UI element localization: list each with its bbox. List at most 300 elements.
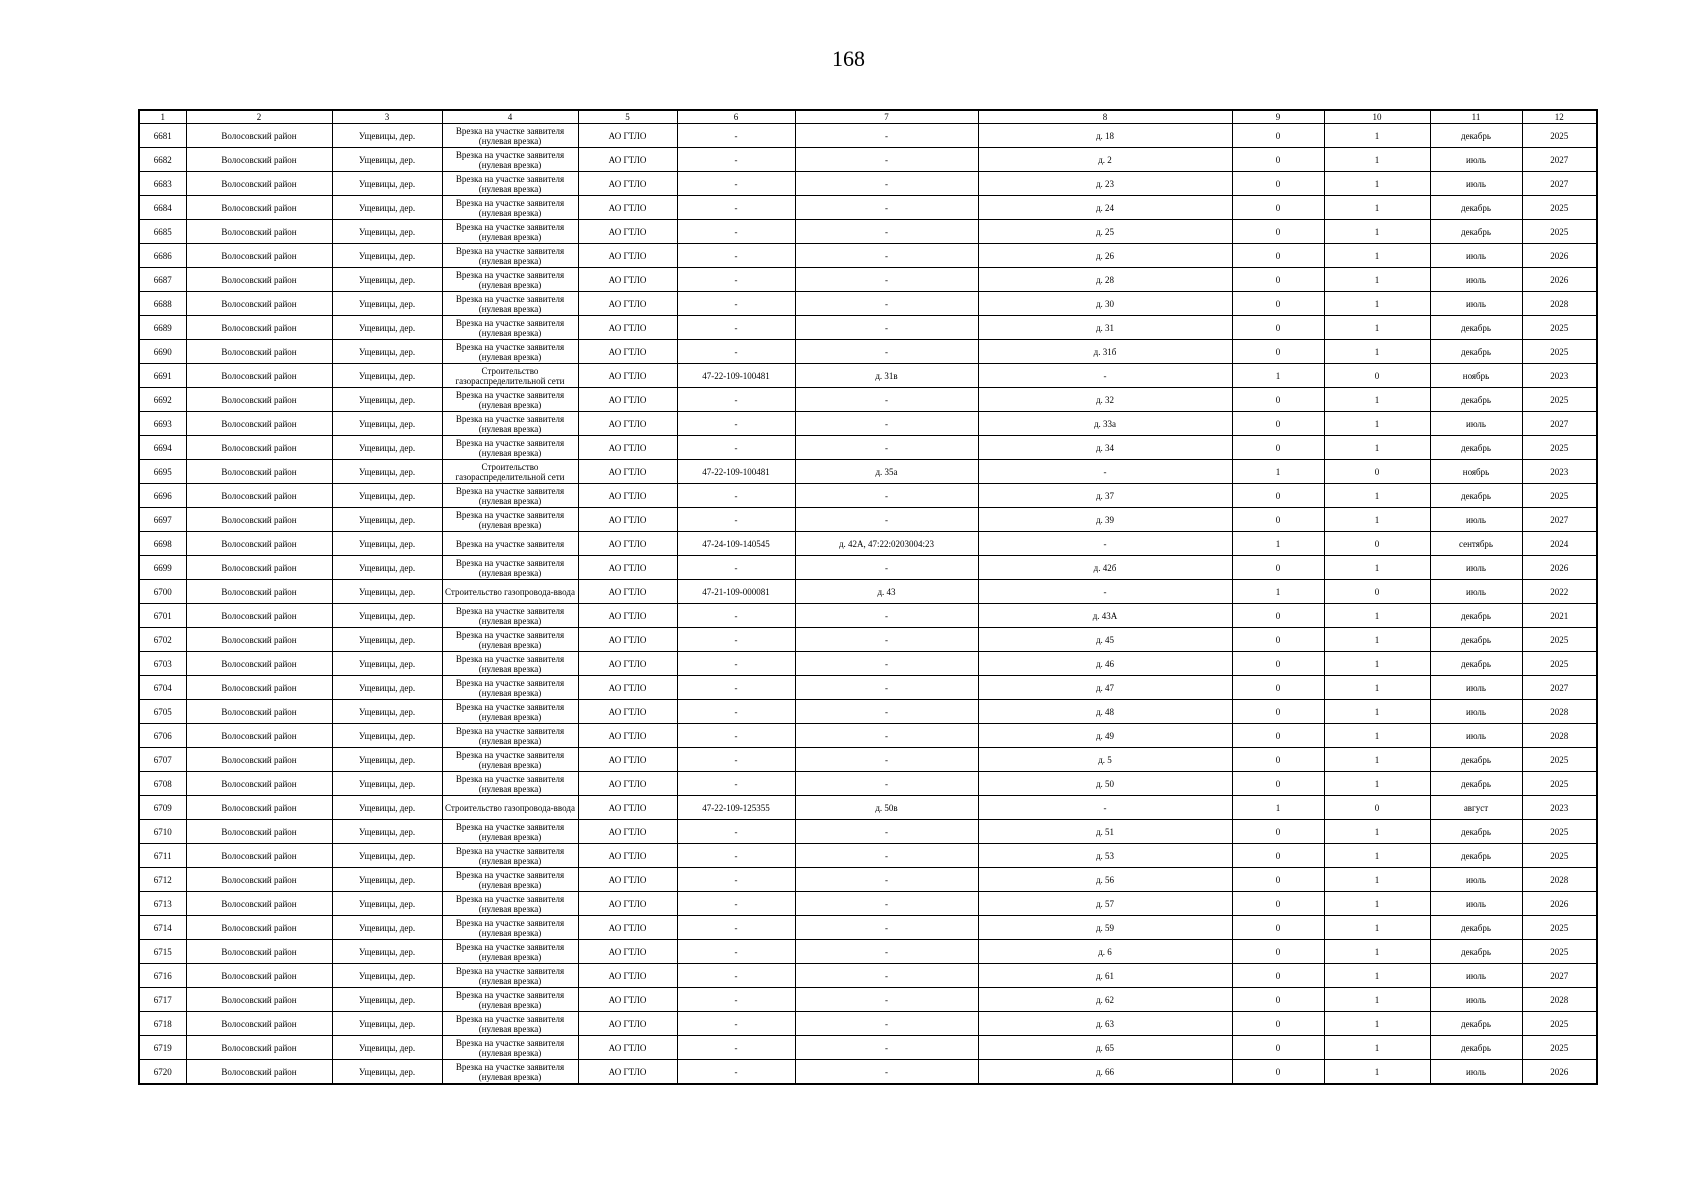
cell-settlement: Ущевицы, дер. — [332, 724, 442, 748]
cell-year: 2026 — [1522, 1060, 1597, 1085]
cell-count-b: 1 — [1324, 220, 1430, 244]
cell-row-number: 6705 — [139, 700, 186, 724]
cell-permit-number: - — [677, 556, 795, 580]
cell-month: декабрь — [1430, 772, 1522, 796]
cell-organization: АО ГТЛО — [578, 268, 677, 292]
cell-count-a: 0 — [1232, 916, 1324, 940]
cell-object-address: д. 43 — [795, 580, 978, 604]
cell-month: декабрь — [1430, 916, 1522, 940]
cell-settlement: Ущевицы, дер. — [332, 796, 442, 820]
cell-row-number: 6691 — [139, 364, 186, 388]
cell-organization: АО ГТЛО — [578, 412, 677, 436]
cell-work-type: Врезка на участке заявителя (нулевая врезка) — [442, 436, 578, 460]
cell-settlement: Ущевицы, дер. — [332, 412, 442, 436]
cell-work-type: Врезка на участке заявителя (нулевая врезка) — [442, 820, 578, 844]
cell-settlement: Ущевицы, дер. — [332, 460, 442, 484]
cell-object-address: - — [795, 436, 978, 460]
table-row — [139, 796, 1597, 820]
table-row — [139, 172, 1597, 196]
cell-settlement: Ущевицы, дер. — [332, 148, 442, 172]
cell-year: 2028 — [1522, 868, 1597, 892]
table-row — [139, 388, 1597, 412]
cell-settlement: Ущевицы, дер. — [332, 484, 442, 508]
table-row — [139, 460, 1597, 484]
cell-count-b: 1 — [1324, 916, 1430, 940]
column-header-5: 5 — [578, 110, 677, 124]
cell-settlement: Ущевицы, дер. — [332, 916, 442, 940]
cell-work-type: Врезка на участке заявителя (нулевая врезка) — [442, 916, 578, 940]
cell-permit-number: - — [677, 340, 795, 364]
cell-row-number: 6685 — [139, 220, 186, 244]
cell-year: 2025 — [1522, 340, 1597, 364]
cell-work-type: Врезка на участке заявителя (нулевая врезка) — [442, 1036, 578, 1060]
cell-permit-number: 47-22-109-100481 — [677, 364, 795, 388]
cell-work-type: Врезка на участке заявителя (нулевая врезка) — [442, 196, 578, 220]
cell-organization: АО ГТЛО — [578, 340, 677, 364]
column-header-8: 8 — [978, 110, 1232, 124]
cell-count-a: 0 — [1232, 316, 1324, 340]
cell-district: Волосовский район — [186, 484, 332, 508]
cell-settlement: Ущевицы, дер. — [332, 580, 442, 604]
cell-permit-number: - — [677, 316, 795, 340]
cell-count-b: 1 — [1324, 484, 1430, 508]
cell-district: Волосовский район — [186, 268, 332, 292]
cell-object-address: д. 42А, 47:22:0203004:23 — [795, 532, 978, 556]
cell-permit-number: - — [677, 988, 795, 1012]
cell-organization: АО ГТЛО — [578, 916, 677, 940]
cell-work-type: Врезка на участке заявителя (нулевая врезка) — [442, 316, 578, 340]
cell-row-number: 6697 — [139, 508, 186, 532]
cell-settlement: Ущевицы, дер. — [332, 388, 442, 412]
cell-house-number: д. 31 — [978, 316, 1232, 340]
cell-settlement: Ущевицы, дер. — [332, 1060, 442, 1085]
cell-object-address: - — [795, 1012, 978, 1036]
cell-row-number: 6698 — [139, 532, 186, 556]
cell-district: Волосовский район — [186, 148, 332, 172]
cell-house-number: д. 5 — [978, 748, 1232, 772]
cell-count-a: 0 — [1232, 676, 1324, 700]
cell-work-type: Строительство газораспределительной сети — [442, 364, 578, 388]
cell-count-a: 0 — [1232, 868, 1324, 892]
cell-permit-number: - — [677, 868, 795, 892]
cell-organization: АО ГТЛО — [578, 532, 677, 556]
cell-permit-number: 47-24-109-140545 — [677, 532, 795, 556]
cell-house-number: д. 37 — [978, 484, 1232, 508]
cell-organization: АО ГТЛО — [578, 436, 677, 460]
cell-month: декабрь — [1430, 1036, 1522, 1060]
cell-count-b: 1 — [1324, 844, 1430, 868]
table-row — [139, 340, 1597, 364]
cell-month: декабрь — [1430, 844, 1522, 868]
cell-house-number: д. 24 — [978, 196, 1232, 220]
cell-month: декабрь — [1430, 484, 1522, 508]
cell-settlement: Ущевицы, дер. — [332, 292, 442, 316]
cell-year: 2025 — [1522, 844, 1597, 868]
cell-settlement: Ущевицы, дер. — [332, 364, 442, 388]
cell-permit-number: - — [677, 916, 795, 940]
cell-house-number: д. 28 — [978, 268, 1232, 292]
cell-row-number: 6686 — [139, 244, 186, 268]
column-header-10: 10 — [1324, 110, 1430, 124]
cell-district: Волосовский район — [186, 508, 332, 532]
cell-house-number: д. 66 — [978, 1060, 1232, 1085]
cell-district: Волосовский район — [186, 316, 332, 340]
cell-row-number: 6703 — [139, 652, 186, 676]
cell-permit-number: - — [677, 508, 795, 532]
cell-object-address: - — [795, 484, 978, 508]
cell-row-number: 6692 — [139, 388, 186, 412]
cell-work-type: Врезка на участке заявителя (нулевая врезка) — [442, 124, 578, 148]
cell-count-a: 0 — [1232, 172, 1324, 196]
cell-count-a: 0 — [1232, 1060, 1324, 1085]
table-row — [139, 556, 1597, 580]
cell-row-number: 6693 — [139, 412, 186, 436]
cell-row-number: 6688 — [139, 292, 186, 316]
cell-count-b: 1 — [1324, 340, 1430, 364]
table-row — [139, 268, 1597, 292]
column-header-7: 7 — [795, 110, 978, 124]
cell-district: Волосовский район — [186, 556, 332, 580]
cell-organization: АО ГТЛО — [578, 388, 677, 412]
cell-organization: АО ГТЛО — [578, 700, 677, 724]
cell-settlement: Ущевицы, дер. — [332, 220, 442, 244]
cell-organization: АО ГТЛО — [578, 868, 677, 892]
cell-work-type: Врезка на участке заявителя (нулевая врезка) — [442, 172, 578, 196]
cell-object-address: - — [795, 916, 978, 940]
cell-object-address: - — [795, 652, 978, 676]
cell-work-type: Врезка на участке заявителя (нулевая врезка) — [442, 868, 578, 892]
cell-district: Волосовский район — [186, 196, 332, 220]
cell-work-type: Врезка на участке заявителя (нулевая врезка) — [442, 892, 578, 916]
cell-count-b: 1 — [1324, 724, 1430, 748]
cell-permit-number: - — [677, 772, 795, 796]
cell-row-number: 6683 — [139, 172, 186, 196]
cell-settlement: Ущевицы, дер. — [332, 268, 442, 292]
cell-month: декабрь — [1430, 124, 1522, 148]
cell-year: 2027 — [1522, 148, 1597, 172]
cell-year: 2025 — [1522, 748, 1597, 772]
cell-year: 2023 — [1522, 460, 1597, 484]
cell-house-number: - — [978, 460, 1232, 484]
cell-house-number: д. 43А — [978, 604, 1232, 628]
cell-work-type: Врезка на участке заявителя (нулевая врезка) — [442, 1012, 578, 1036]
cell-settlement: Ущевицы, дер. — [332, 508, 442, 532]
table-row — [139, 844, 1597, 868]
cell-district: Волосовский район — [186, 988, 332, 1012]
cell-count-b: 1 — [1324, 412, 1430, 436]
cell-count-b: 1 — [1324, 1060, 1430, 1085]
cell-house-number: д. 53 — [978, 844, 1232, 868]
cell-row-number: 6707 — [139, 748, 186, 772]
cell-organization: АО ГТЛО — [578, 604, 677, 628]
cell-month: июль — [1430, 868, 1522, 892]
cell-permit-number: - — [677, 172, 795, 196]
cell-count-b: 1 — [1324, 988, 1430, 1012]
cell-count-a: 0 — [1232, 556, 1324, 580]
cell-settlement: Ущевицы, дер. — [332, 604, 442, 628]
cell-year: 2025 — [1522, 940, 1597, 964]
cell-house-number: - — [978, 532, 1232, 556]
cell-count-a: 1 — [1232, 364, 1324, 388]
cell-work-type: Врезка на участке заявителя (нулевая врезка) — [442, 340, 578, 364]
table-row — [139, 628, 1597, 652]
cell-month: декабрь — [1430, 652, 1522, 676]
cell-district: Волосовский район — [186, 724, 332, 748]
cell-object-address: - — [795, 748, 978, 772]
cell-month: июль — [1430, 268, 1522, 292]
cell-work-type: Врезка на участке заявителя (нулевая врезка) — [442, 988, 578, 1012]
cell-year: 2025 — [1522, 628, 1597, 652]
cell-month: декабрь — [1430, 748, 1522, 772]
cell-organization: АО ГТЛО — [578, 820, 677, 844]
cell-object-address: - — [795, 964, 978, 988]
cell-year: 2021 — [1522, 604, 1597, 628]
cell-count-a: 0 — [1232, 244, 1324, 268]
cell-count-a: 0 — [1232, 1012, 1324, 1036]
cell-settlement: Ущевицы, дер. — [332, 988, 442, 1012]
cell-month: июль — [1430, 892, 1522, 916]
cell-work-type: Врезка на участке заявителя — [442, 532, 578, 556]
cell-organization: АО ГТЛО — [578, 748, 677, 772]
cell-permit-number: - — [677, 412, 795, 436]
cell-object-address: - — [795, 1036, 978, 1060]
cell-settlement: Ущевицы, дер. — [332, 628, 442, 652]
cell-count-a: 0 — [1232, 508, 1324, 532]
cell-object-address: - — [795, 340, 978, 364]
cell-organization: АО ГТЛО — [578, 844, 677, 868]
cell-count-b: 0 — [1324, 364, 1430, 388]
cell-work-type: Врезка на участке заявителя (нулевая врезка) — [442, 220, 578, 244]
cell-count-b: 1 — [1324, 388, 1430, 412]
table-row — [139, 1012, 1597, 1036]
cell-work-type: Врезка на участке заявителя (нулевая врезка) — [442, 964, 578, 988]
cell-work-type: Врезка на участке заявителя (нулевая врезка) — [442, 628, 578, 652]
cell-month: июль — [1430, 964, 1522, 988]
cell-permit-number: - — [677, 748, 795, 772]
cell-row-number: 6715 — [139, 940, 186, 964]
cell-month: июль — [1430, 700, 1522, 724]
cell-settlement: Ущевицы, дер. — [332, 196, 442, 220]
cell-month: июль — [1430, 676, 1522, 700]
cell-organization: АО ГТЛО — [578, 364, 677, 388]
cell-district: Волосовский район — [186, 964, 332, 988]
table-row — [139, 940, 1597, 964]
cell-year: 2025 — [1522, 1036, 1597, 1060]
cell-object-address: - — [795, 1060, 978, 1085]
cell-year: 2022 — [1522, 580, 1597, 604]
cell-district: Волосовский район — [186, 772, 332, 796]
cell-settlement: Ущевицы, дер. — [332, 676, 442, 700]
cell-month: июль — [1430, 172, 1522, 196]
table-row — [139, 220, 1597, 244]
cell-work-type: Врезка на участке заявителя (нулевая врезка) — [442, 772, 578, 796]
cell-count-a: 0 — [1232, 148, 1324, 172]
column-header-6: 6 — [677, 110, 795, 124]
cell-count-a: 0 — [1232, 844, 1324, 868]
cell-object-address: - — [795, 148, 978, 172]
cell-work-type: Врезка на участке заявителя (нулевая врезка) — [442, 676, 578, 700]
cell-organization: АО ГТЛО — [578, 580, 677, 604]
cell-district: Волосовский район — [186, 580, 332, 604]
cell-count-b: 1 — [1324, 940, 1430, 964]
cell-permit-number: - — [677, 820, 795, 844]
table-row — [139, 508, 1597, 532]
cell-month: июль — [1430, 988, 1522, 1012]
cell-month: июль — [1430, 580, 1522, 604]
cell-count-a: 0 — [1232, 268, 1324, 292]
cell-settlement: Ущевицы, дер. — [332, 436, 442, 460]
cell-settlement: Ущевицы, дер. — [332, 748, 442, 772]
cell-year: 2025 — [1522, 772, 1597, 796]
cell-permit-number: - — [677, 1012, 795, 1036]
cell-organization: АО ГТЛО — [578, 556, 677, 580]
cell-row-number: 6704 — [139, 676, 186, 700]
cell-year: 2023 — [1522, 796, 1597, 820]
cell-count-a: 1 — [1232, 460, 1324, 484]
cell-row-number: 6716 — [139, 964, 186, 988]
cell-district: Волосовский район — [186, 1036, 332, 1060]
cell-settlement: Ущевицы, дер. — [332, 820, 442, 844]
cell-organization: АО ГТЛО — [578, 652, 677, 676]
cell-permit-number: - — [677, 604, 795, 628]
cell-month: июль — [1430, 724, 1522, 748]
cell-object-address: - — [795, 604, 978, 628]
cell-permit-number: - — [677, 700, 795, 724]
cell-organization: АО ГТЛО — [578, 772, 677, 796]
column-header-2: 2 — [186, 110, 332, 124]
cell-count-a: 0 — [1232, 292, 1324, 316]
cell-year: 2026 — [1522, 244, 1597, 268]
cell-permit-number: - — [677, 892, 795, 916]
page-number: 168 — [832, 46, 865, 71]
cell-row-number: 6709 — [139, 796, 186, 820]
cell-count-a: 0 — [1232, 604, 1324, 628]
cell-count-b: 1 — [1324, 748, 1430, 772]
cell-district: Волосовский район — [186, 412, 332, 436]
cell-permit-number: - — [677, 124, 795, 148]
cell-month: декабрь — [1430, 220, 1522, 244]
cell-permit-number: - — [677, 676, 795, 700]
cell-month: июль — [1430, 412, 1522, 436]
cell-object-address: - — [795, 124, 978, 148]
cell-row-number: 6706 — [139, 724, 186, 748]
cell-row-number: 6689 — [139, 316, 186, 340]
cell-work-type: Строительство газораспределительной сети — [442, 460, 578, 484]
cell-settlement: Ущевицы, дер. — [332, 964, 442, 988]
cell-work-type: Врезка на участке заявителя (нулевая врезка) — [442, 604, 578, 628]
cell-count-b: 1 — [1324, 172, 1430, 196]
cell-house-number: д. 30 — [978, 292, 1232, 316]
cell-permit-number: 47-21-109-000081 — [677, 580, 795, 604]
cell-house-number: д. 63 — [978, 1012, 1232, 1036]
cell-year: 2025 — [1522, 196, 1597, 220]
cell-count-b: 1 — [1324, 868, 1430, 892]
table-row — [139, 772, 1597, 796]
cell-district: Волосовский район — [186, 1060, 332, 1085]
cell-district: Волосовский район — [186, 220, 332, 244]
cell-month: июль — [1430, 508, 1522, 532]
cell-district: Волосовский район — [186, 796, 332, 820]
cell-organization: АО ГТЛО — [578, 724, 677, 748]
cell-settlement: Ущевицы, дер. — [332, 892, 442, 916]
cell-house-number: д. 59 — [978, 916, 1232, 940]
cell-row-number: 6681 — [139, 124, 186, 148]
cell-count-b: 1 — [1324, 148, 1430, 172]
table-row — [139, 148, 1597, 172]
cell-count-a: 0 — [1232, 1036, 1324, 1060]
cell-organization: АО ГТЛО — [578, 1036, 677, 1060]
cell-month: декабрь — [1430, 820, 1522, 844]
cell-house-number: д. 39 — [978, 508, 1232, 532]
cell-district: Волосовский район — [186, 820, 332, 844]
cell-month: декабрь — [1430, 940, 1522, 964]
cell-year: 2028 — [1522, 700, 1597, 724]
cell-house-number: д. 57 — [978, 892, 1232, 916]
cell-month: август — [1430, 796, 1522, 820]
cell-organization: АО ГТЛО — [578, 628, 677, 652]
cell-row-number: 6719 — [139, 1036, 186, 1060]
table-row — [139, 1036, 1597, 1060]
column-header-1: 1 — [139, 110, 186, 124]
table-row — [139, 916, 1597, 940]
column-header-4: 4 — [442, 110, 578, 124]
cell-row-number: 6713 — [139, 892, 186, 916]
cell-district: Волосовский район — [186, 436, 332, 460]
cell-object-address: - — [795, 820, 978, 844]
cell-house-number: - — [978, 580, 1232, 604]
cell-house-number: д. 6 — [978, 940, 1232, 964]
table-header — [139, 110, 1597, 124]
cell-count-b: 1 — [1324, 676, 1430, 700]
cell-permit-number: - — [677, 436, 795, 460]
cell-work-type: Врезка на участке заявителя (нулевая врезка) — [442, 748, 578, 772]
cell-count-a: 0 — [1232, 964, 1324, 988]
cell-row-number: 6684 — [139, 196, 186, 220]
column-header-3: 3 — [332, 110, 442, 124]
cell-object-address: - — [795, 628, 978, 652]
table-row — [139, 292, 1597, 316]
cell-count-a: 0 — [1232, 748, 1324, 772]
cell-month: декабрь — [1430, 628, 1522, 652]
cell-settlement: Ущевицы, дер. — [332, 340, 442, 364]
cell-object-address: - — [795, 196, 978, 220]
cell-house-number: д. 2 — [978, 148, 1232, 172]
cell-count-a: 0 — [1232, 124, 1324, 148]
table-body — [139, 124, 1597, 1085]
cell-object-address: - — [795, 268, 978, 292]
cell-count-b: 1 — [1324, 436, 1430, 460]
cell-row-number: 6690 — [139, 340, 186, 364]
cell-district: Волосовский район — [186, 460, 332, 484]
cell-house-number: д. 42б — [978, 556, 1232, 580]
cell-house-number: д. 23 — [978, 172, 1232, 196]
cell-settlement: Ущевицы, дер. — [332, 532, 442, 556]
cell-object-address: - — [795, 892, 978, 916]
cell-house-number: д. 61 — [978, 964, 1232, 988]
cell-count-a: 0 — [1232, 628, 1324, 652]
cell-row-number: 6717 — [139, 988, 186, 1012]
cell-row-number: 6712 — [139, 868, 186, 892]
cell-settlement: Ущевицы, дер. — [332, 1012, 442, 1036]
cell-count-a: 0 — [1232, 724, 1324, 748]
cell-count-b: 1 — [1324, 628, 1430, 652]
cell-house-number: - — [978, 364, 1232, 388]
cell-count-b: 1 — [1324, 1036, 1430, 1060]
cell-object-address: - — [795, 412, 978, 436]
cell-count-a: 0 — [1232, 652, 1324, 676]
cell-count-b: 1 — [1324, 124, 1430, 148]
column-header-9: 9 — [1232, 110, 1324, 124]
